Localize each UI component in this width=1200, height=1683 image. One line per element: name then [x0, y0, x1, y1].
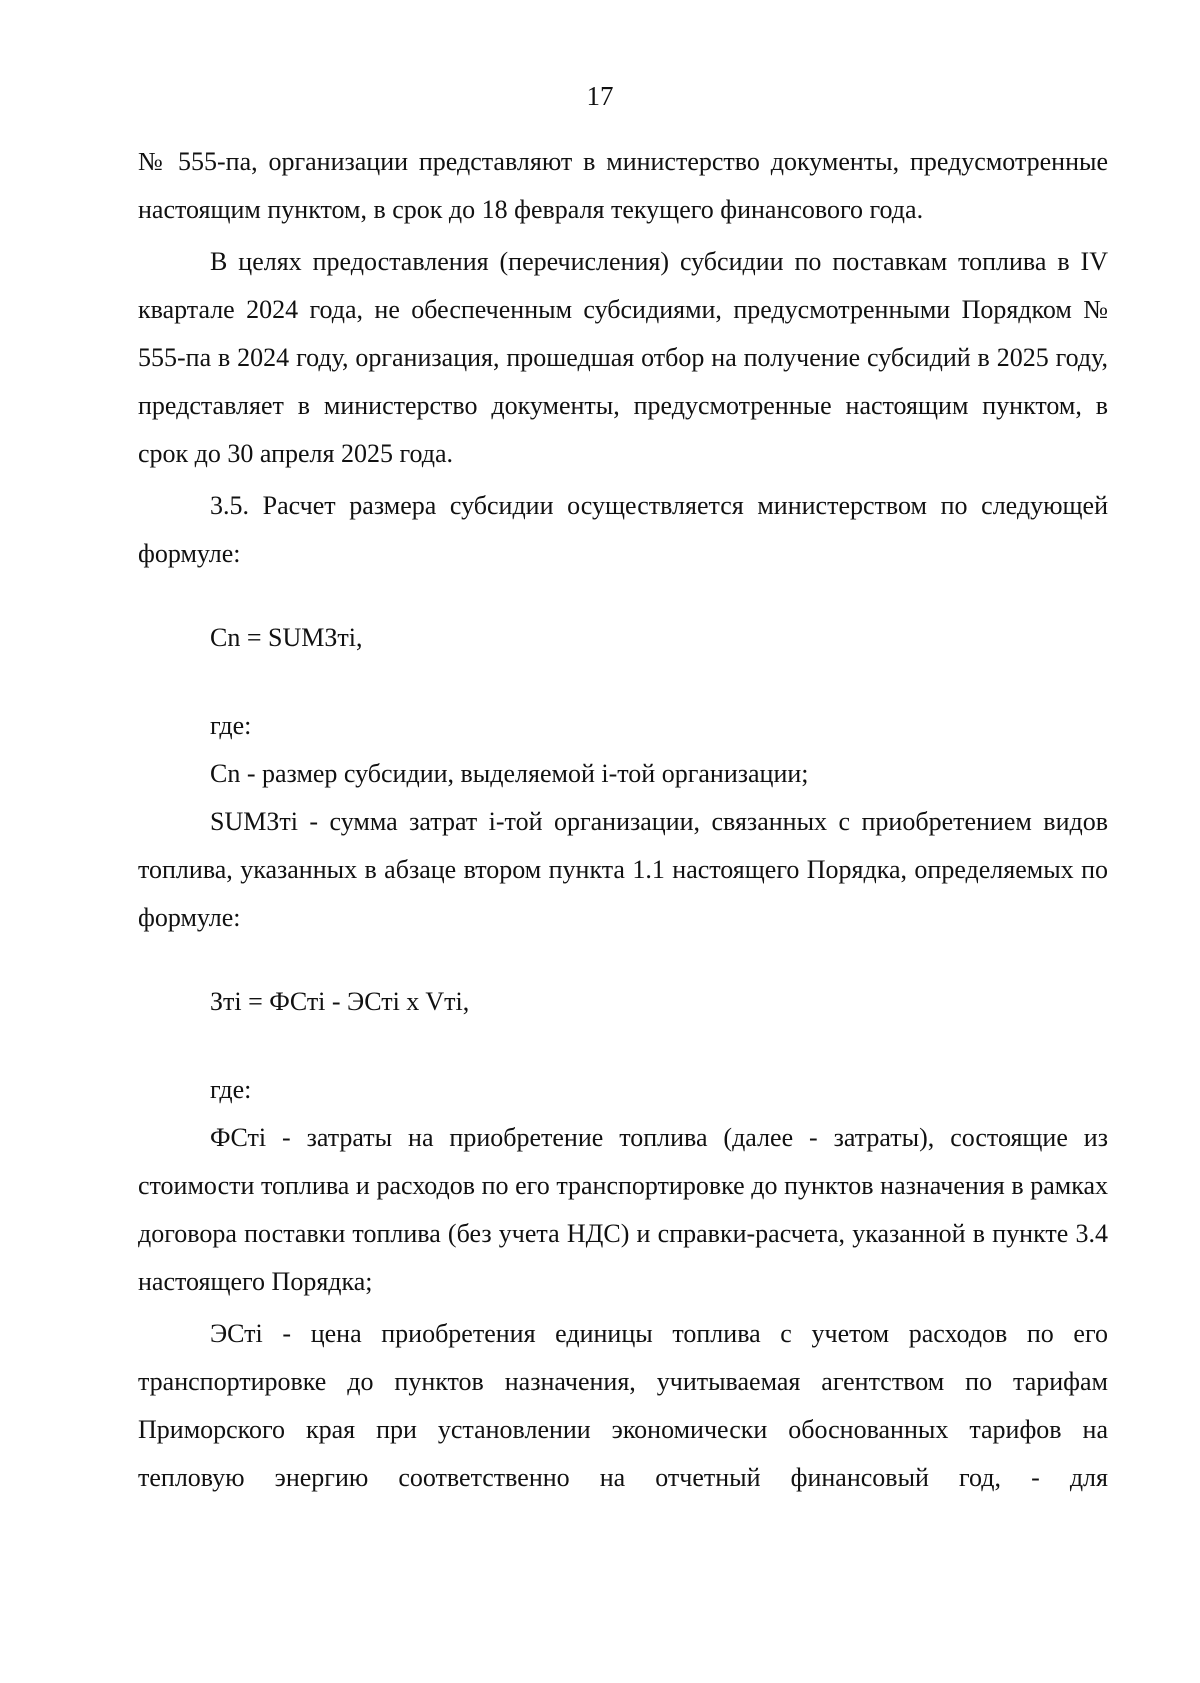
definition-est: ЭСтi - цена приобретения единицы топлива с учетом расходов по его транспортировке до пунктов назначения, учитываемая агентством по тарифам Приморского края при установлении экономически обоснованных тарифов на тепловую энергию соответственно на отчетный финансовый год, - для	[138, 1319, 1108, 1492]
paragraph-iv-quarter-subsidy: В целях предоставления (перечисления) субсидии по поставкам топлива в IV квартале 2024 года, не обеспеченным субсидиями, предусмотренными Порядком № 555-па в 2024 году, организация, прошедшая отбор на получение субсидий в 2025 году, представляет в министерство документы, предусмотренные настоящим пунктом, в срок до 30 апреля 2025 года.	[138, 247, 1108, 468]
definition-sum-costs: SUMЗтi - сумма затрат i-той организации, связанных с приобретением видов топлива, указанных в абзаце втором пункта 1.1 настоящего Порядка, определяемых по формуле:	[138, 807, 1108, 932]
formula-costs: Зтi = ФСтi - ЭСтi x Vтi,	[210, 987, 470, 1016]
where-label: где:	[210, 711, 252, 740]
where-label-second: где:	[210, 1075, 252, 1104]
document-body	[138, 138, 1108, 1502]
formula-subsidy-sum: Сn = SUMЗтi,	[210, 623, 363, 652]
page-number: 17	[586, 81, 614, 111]
paragraph-submission-deadline: № 555-па, организации представляют в министерство документы, предусмотренные настоящим пунктом, в срок до 18 февраля текущего финансового года.	[138, 147, 1108, 224]
definition-cn: Сn - размер субсидии, выделяемой i-той организации;	[210, 759, 809, 788]
paragraph-calculation-intro: 3.5. Расчет размера субсидии осуществляется министерством по следующей формуле:	[138, 491, 1108, 568]
definition-fst: ФСтi - затраты на приобретение топлива (далее - затраты), состоящие из стоимости топлива и расходов по его транспортировке до пунктов назначения в рамках договора поставки топлива (без учета НДС) и справки-расчета, указанной в пункте 3.4 настоящего Порядка;	[138, 1123, 1108, 1296]
